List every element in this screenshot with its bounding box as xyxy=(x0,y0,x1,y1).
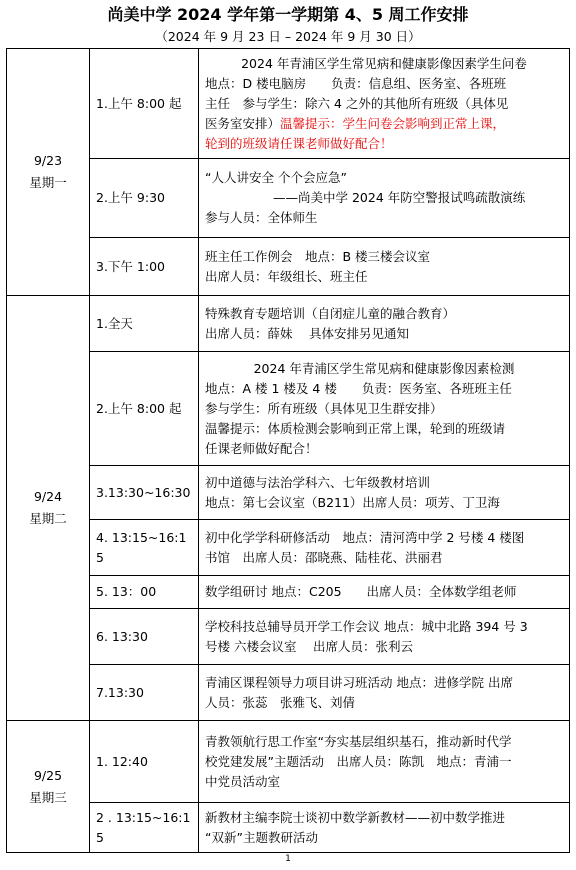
event-details: 2024 年青浦区学生常见病和健康影像因素检测 地点：A 楼 1 楼及 4 楼 负责：医务室、各班班主任 参与学生：所有班级（具体见卫生群安排） 温馨提示：体质检测会影响到正常上课，轮到的班级请 任课老师做好配合！ xyxy=(199,352,570,466)
event-details: 新教材主编李院士谈初中数学新教材——初中数学推进 “双新”主题教研活动 xyxy=(199,803,570,853)
time-cell: 7.13:30 xyxy=(90,665,199,721)
time-cell: 2 . 13:15~16:15 xyxy=(90,803,199,853)
event-details: 青教领航行思工作室“夯实基层组织基石，推动新时代学 校党建发展”主题活动 出席人员：陈凯 地点：青浦一 中党员活动室 xyxy=(199,721,570,803)
day-weekday: 星期三 xyxy=(29,789,67,805)
table-row xyxy=(7,49,570,159)
table-row xyxy=(7,609,570,665)
day-weekday: 星期一 xyxy=(29,175,67,190)
table-row xyxy=(7,352,570,466)
table-row xyxy=(7,520,570,576)
event-details: 特殊教育专题培训（自闭症儿童的融合教育） 出席人员：薛妹 具体安排另见通知 xyxy=(199,296,570,352)
event-details: 数学组研讨 地点：C205 出席人员：全体数学组老师 xyxy=(199,576,570,609)
event-details: 2024 年青浦区学生常见病和健康影像因素学生问卷 地点：D 楼电脑房 负责：信息组、医务室、各班班 主任 参与学生：除六 4 之外的其他所有班级（具体见 医务室安排）温馨提示：学生问卷会影响到正常上课， 轮到的班级请任课老师做好配合！ xyxy=(199,49,570,159)
event-details: 班主任工作例会 地点：B 楼三楼会议室 出席人员：年级组长、班主任 xyxy=(199,238,570,296)
time-cell: 1.上午 8:00 起 xyxy=(90,49,199,159)
table-row xyxy=(7,159,570,238)
event-details: 初中化学学科研修活动 地点：清河湾中学 2 号楼 4 楼图 书馆 出席人员：邵晓燕、陆桂花、洪丽君 xyxy=(199,520,570,576)
day-date: 9/25 xyxy=(33,767,63,783)
page-number: 1 xyxy=(285,854,291,864)
table-row xyxy=(7,576,570,609)
time-cell: 1.全天 xyxy=(90,296,199,352)
page-title: 尚美中学 2024 学年第一学期第 4、5 周工作安排 xyxy=(107,5,469,24)
day-cell-tuesday xyxy=(7,296,90,721)
day-date: 9/23 xyxy=(33,153,63,168)
table-row xyxy=(7,238,570,296)
event-details: “人人讲安全 个个会应急” ——尚美中学 2024 年防空警报试鸣疏散演练 参与人员：全体师生 xyxy=(199,159,570,238)
day-date: 9/24 xyxy=(33,489,63,504)
time-cell: 3.13:30~16:30 xyxy=(90,466,199,520)
table-row xyxy=(7,803,570,853)
time-cell: 6. 13:30 xyxy=(90,609,199,665)
event-details: 初中道德与法治学科六、七年级教材培训 地点：第七会议室（B211）出席人员：项芳、丁卫海 xyxy=(199,466,570,520)
table-row xyxy=(7,721,570,803)
time-cell: 3.下午 1:00 xyxy=(90,238,199,296)
time-cell: 5. 13：00 xyxy=(90,576,199,609)
table-row xyxy=(7,296,570,352)
time-cell: 4. 13:15~16:15 xyxy=(90,520,199,576)
day-cell-wednesday xyxy=(7,721,90,853)
time-cell: 2.上午 9:30 xyxy=(90,159,199,238)
event-details: 学校科技总辅导员开学工作会议 地点：城中北路 394 号 3 号楼 六楼会议室 出席人员：张利云 xyxy=(199,609,570,665)
day-cell-monday xyxy=(7,49,90,296)
schedule-table xyxy=(6,48,570,853)
event-details: 青浦区课程领导力项目讲习班活动 地点：进修学院 出席 人员：张蕊 张雅飞、刘倩 xyxy=(199,665,570,721)
warning-text: 轮到的班级请任课老师做好配合！ xyxy=(205,135,393,151)
day-weekday: 星期二 xyxy=(29,511,67,526)
date-range-subtitle: （2024 年 9 月 23 日 – 2024 年 9 月 30 日） xyxy=(155,29,421,44)
time-cell: 2.上午 8:00 起 xyxy=(90,352,199,466)
time-cell: 1. 12:40 xyxy=(90,721,199,803)
table-row xyxy=(7,665,570,721)
table-row xyxy=(7,466,570,520)
warning-text: 温馨提示：学生问卷会影响到正常上课， xyxy=(280,115,506,131)
